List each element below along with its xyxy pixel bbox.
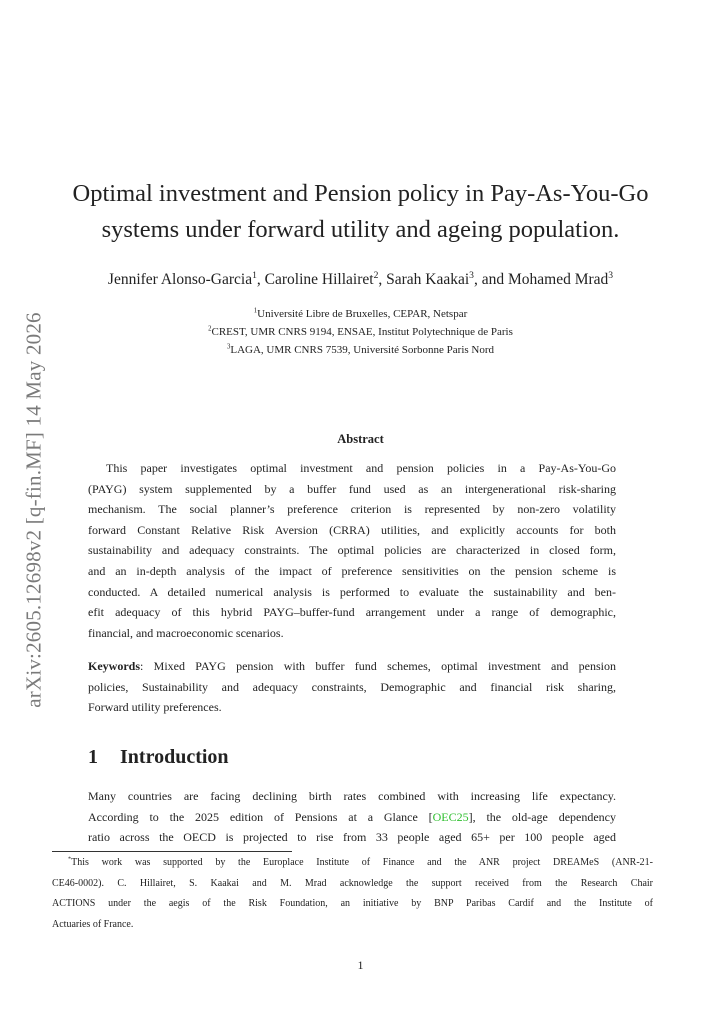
footnote-line: CE46-0002). C. Hillairet, S. Kaakai and M. Mrad acknowledge the support received from the Research Chair [52,877,653,889]
author-separator: , [256,271,265,288]
footnote-divider [52,851,292,852]
footnote-marker: * [68,855,72,863]
keywords-text: : Mixed PAYG pension with buffer fund schemes, optimal investment and pension [140,659,616,673]
abstract-heading: Abstract [337,432,384,446]
abstract-body [88,458,616,643]
affiliation-list [0,305,721,359]
author-name: Mohamed Mrad [507,271,609,288]
author-affiliation-marker: 3 [469,269,474,281]
abstract-line: conducted. A detailed numerical analysis is performed to evaluate the sustainability and ben- [88,584,616,599]
footnote-line: ACTIONS under the aegis of the Risk Foundation, an initiative by BNP Paribas Cardif and the Institute of [52,898,653,910]
abstract-line: and an in-depth analysis of the impact of preference sensitivities on the pension scheme is [88,563,616,578]
footnote-line: Actuaries of France. [52,918,134,930]
affiliation-marker: 2 [208,325,212,333]
intro-line [88,807,616,828]
abstract-line: forward Constant Relative Risk Aversion (CRRA) utilities, and explicitly accounts for both [88,522,616,537]
keywords-block [88,656,616,718]
author-separator: , and [473,271,508,288]
arxiv-identifier-stamp: arXiv:2605.12698v2 [q-fin.MF] 14 May 2026 [21,312,46,708]
author-list [0,271,721,289]
affiliation [0,323,721,341]
intro-text: ], the old-age dependency [468,809,616,824]
affiliation [0,305,721,323]
affiliation-text: CREST, UMR CNRS 9194, ENSAE, Institut Polytechnique de Paris [211,326,513,338]
abstract-line: efit adequacy of this hybrid PAYG–buffer-fund arrangement under a range of demographic, [88,605,616,620]
affiliation-text: Université Libre de Bruxelles, CEPAR, Netspar [257,308,468,320]
footnote-line [52,853,653,874]
abstract-line: mechanism. The social planner’s preference criterion is represented by non-zero volatility [88,502,616,517]
page-number: 1 [357,958,364,972]
keywords-line: policies, Sustainability and adequacy constraints, Demographic and financial risk sharing, [88,679,616,694]
abstract-line: (PAYG) system supplemented by a buffer fund used as an intergenerational risk-sharing [88,481,616,496]
paper-title [0,176,721,248]
footnote-text: This work was supported by the Europlace Institute of Finance and the ANR project DREAMeS (ANR-21- [71,857,653,868]
affiliation [0,341,721,359]
footnote [52,853,653,935]
abstract-line: financial, and macroeconomic scenarios. [88,625,284,640]
author-separator: , [378,271,387,288]
abstract-line: sustainability and adequacy constraints. The optimal policies are characterized in closed form, [88,543,616,558]
paper-title-line-2: systems under forward utility and ageing population. [101,216,620,243]
affiliation-marker: 3 [226,343,231,351]
paper-title-line-1: Optimal investment and Pension policy in Pay-As-You-Go [72,180,649,207]
intro-line: Many countries are facing declining birth rates combined with increasing life expectancy. [88,789,616,803]
author-affiliation-marker: 1 [252,269,257,281]
keywords-label: Keywords [88,659,140,673]
intro-line: ratio across the OECD is projected to rise from 33 people aged 65+ per 100 people aged [88,830,616,845]
abstract-line: This paper investigates optimal investment and pension policies in a Pay-As-You-Go [106,461,616,475]
section-heading [88,746,229,769]
author-name: Jennifer Alonso-Garcia [107,271,253,288]
section-number: 1 [88,746,98,768]
author-name: Caroline Hillairet [264,271,374,288]
author-affiliation-marker: 2 [373,269,379,281]
citation-link[interactable]: OEC25 [432,809,469,824]
introduction-paragraph [88,786,616,848]
affiliation-text: LAGA, UMR CNRS 7539, Université Sorbonne Paris Nord [230,344,495,356]
intro-text: According to the 2025 edition of Pensions at a Glance [ [88,809,433,824]
author-name: Sarah Kaakai [386,271,470,288]
author-affiliation-marker: 3 [608,269,614,281]
keywords-line: Forward utility preferences. [88,700,222,715]
keywords-line [88,656,616,677]
affiliation-marker: 1 [253,307,258,315]
section-title: Introduction [120,746,229,768]
